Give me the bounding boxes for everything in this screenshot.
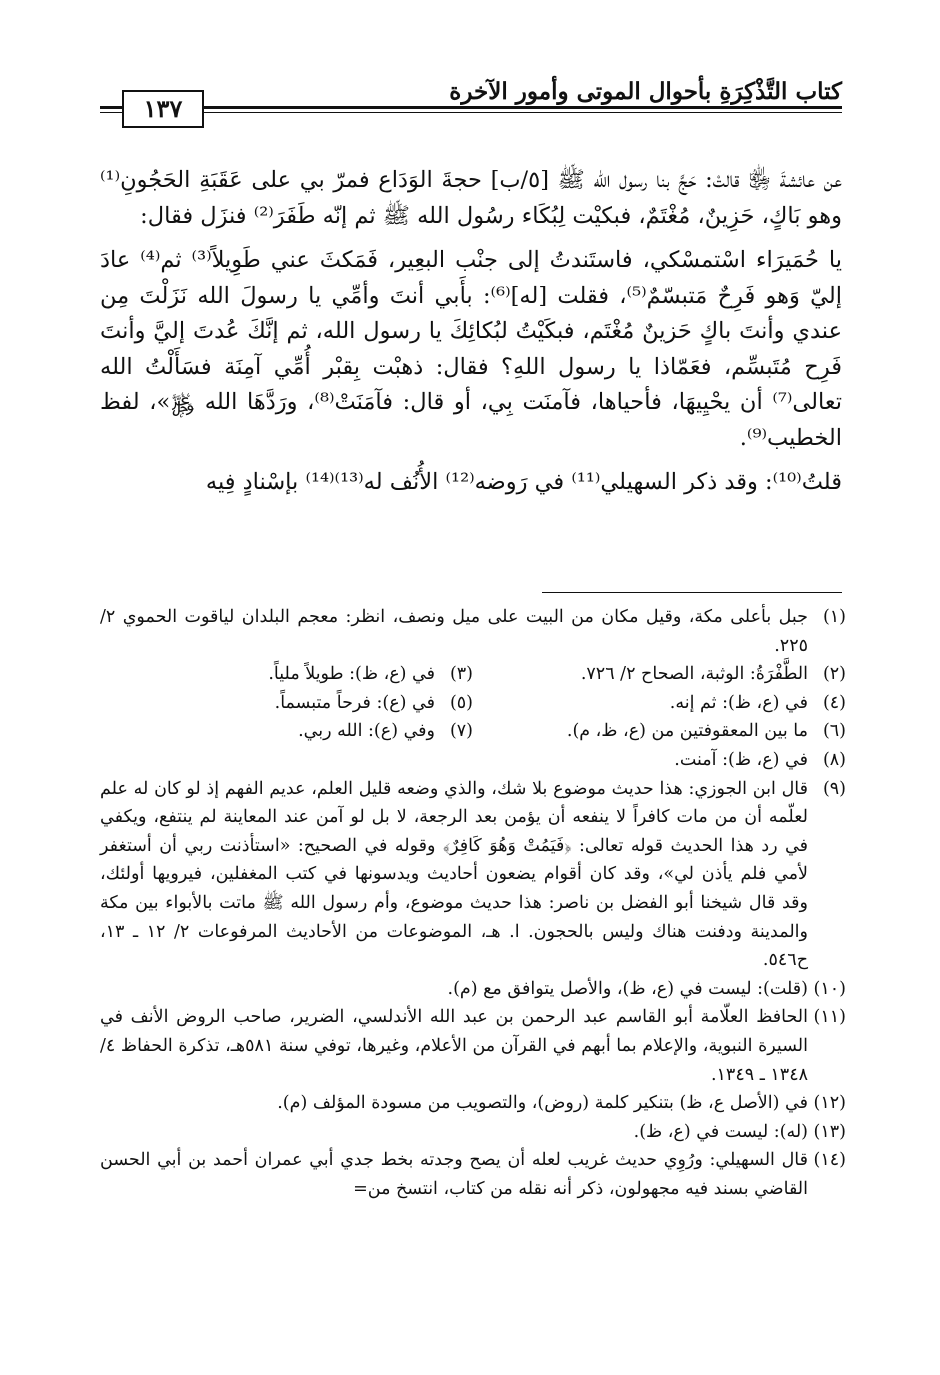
footnote-text: في (ع، ظ): طويلاً ملياً. bbox=[268, 664, 435, 685]
footnote bbox=[100, 603, 846, 660]
footnote-number: (١١) bbox=[813, 1007, 846, 1028]
footnote bbox=[100, 1146, 846, 1203]
footnote bbox=[100, 975, 846, 1004]
footnote-text: في (ع، ظ): آمنت. bbox=[674, 749, 808, 770]
footnote-text: في (ع): فرحاً متبسماً. bbox=[274, 692, 435, 713]
header-rule bbox=[200, 106, 842, 113]
footnote-text: في (ع، ظ): ثم إنه. bbox=[669, 692, 808, 713]
footnote bbox=[100, 775, 846, 975]
footnote-text: قال ابن الجوزي: هذا حديث موضوع بلا شك، والذي وضعه قليل العلم، عديم الفهم إذ لو كان له علم لعلّمه أن من مات كافراً لا ينفعه أن يؤمن بعد الرجعة، لا بل لو آمن عند المعاينة لم ينتفع، ويكفي في رد هذا الحديث قوله تعالى: ﴿فَيَمُتْ وَهُوَ كَافِرٌ﴾ وقوله في الصحيح: «استأذنت ربي أن أستغفر لأمي فلم يأذن لي»، وقد كان أقوام يضعون أحاديث ويدسونها في كتب المغفلين، فيرويها أولئك، وقد قال شيخنا أبو الفضل بن ناصر: هذا حديث موضوع، وأم رسول الله ﷺ ماتت بالأبواء بين مكة والمدينة ودفنت هناك وليس بالحجون. ا. هـ، الموضوعات من الأحاديث المرفوعات ٢/ ١٢ ـ ١٣، ح٥٤٦. bbox=[100, 778, 808, 971]
footnote-text: الطَّفْرَةُ: الوثبة، الصحاح ٢/ ٧٢٦. bbox=[580, 664, 808, 685]
footnote-text: في (الأصل ع، ظ) بتنكير كلمة (روض)، والتصويب من مسودة المؤلف (م). bbox=[277, 1093, 808, 1114]
paragraph-2: يا حُمَيرَاء اسْتمسْكي، فاستَندتُ إلى جنْب البعِير، فَمَكثَ عني طَوِيلاً⁽³⁾ ثم⁽⁴⁾ عادَ إليّ وَهو فَرِحٌ مَتبسّمٌ⁽⁵⁾، فقلت [له]⁽⁶⁾: بأَبي أنتَ وأمِّي يا رسولَ الله نَزَلْتَ مِن عندي وأنتَ باكٍ حَزينٌ مُغْتَم، فبكَيْتُ لبُكائِكَ يا رسول الله، ثم إنَّكَ عُدتَ إليَّ وأنتَ فَرِح مُتَبسِّم، فعَمّاذا يا رسول اللهِ؟ فقال: ذهبْت بِقبْر أُمِّي آمِنَة فسَأَلْتُ الله تعالى⁽⁷⁾ أن يحْيِيهَا، فأحياها، فآمنَت بِي، أو قال: فآمَنَتْ⁽⁸⁾، ورَدَّهَا الله ﷿»، لفظ الخطيب⁽⁹⁾. bbox=[100, 247, 843, 451]
paragraph-1: عن عائشةَ ﵂ قالتْ: حَجَّ بنا رسول الله ﷺ [٥/ب] حجةَ الوَدَاع فمرّ بي على عَقَبَةِ الحَجُونِ⁽¹⁾ وهو بَاكٍ، حَزِينٌ، مُغْتَمٌ، فبكيْت لِبُكَاء رسُول الله ﷺ ثم إنّه طَفَرَ⁽²⁾ فنزَل فقال: bbox=[100, 167, 842, 229]
footnote-pair bbox=[100, 660, 846, 689]
footnote bbox=[473, 689, 846, 718]
footnote bbox=[100, 1118, 846, 1147]
footnotes bbox=[100, 603, 846, 1203]
footnote-text: (قلت): ليست في (ع، ظ)، والأصل يتوافق مع (م). bbox=[447, 978, 808, 999]
footnote-number: (٩) bbox=[822, 778, 846, 799]
footnote-number: (٣) bbox=[449, 664, 473, 685]
footnote-number: (٤) bbox=[822, 692, 846, 713]
header-rule-left bbox=[100, 106, 124, 113]
page-number: ١٣٧ bbox=[122, 90, 204, 128]
footnote bbox=[100, 1003, 846, 1089]
footnote-text: ما بين المعقوفتين من (ع، ظ، م). bbox=[566, 721, 808, 742]
footnote-pair bbox=[100, 717, 846, 746]
footnote-text: قال السهيلي: ورُوِي حديث غريب لعله أن يصح وجدته بخط جدي أبي عمران أحمد بن أبي الحسن القاضي بسند فيه مجهولون، ذكر أنه نقله من كتاب، انتسخ من= bbox=[100, 1150, 808, 1199]
page-header bbox=[100, 78, 842, 123]
footnote bbox=[100, 660, 473, 689]
footnote-pair bbox=[100, 689, 846, 718]
footnote-number: (١٣) bbox=[813, 1121, 846, 1142]
paragraph-3: قلتُ⁽¹⁰⁾: وقد ذكر السهيلي⁽¹¹⁾ في رَوضه⁽¹²⁾ الأُنُف له⁽¹³⁾⁽¹⁴⁾ بإسْنادٍ فِيه bbox=[205, 469, 842, 495]
footnote-number: (١٢) bbox=[813, 1093, 846, 1114]
footnote-number: (٢) bbox=[822, 664, 846, 685]
footnote-text: وفي (ع): الله ربي. bbox=[298, 721, 435, 742]
footnote bbox=[100, 746, 846, 775]
main-text bbox=[100, 163, 842, 510]
footnote-separator bbox=[542, 592, 842, 593]
footnote-text: (له): ليست في (ع، ظ). bbox=[633, 1121, 808, 1142]
footnote bbox=[100, 717, 473, 746]
running-title: كتاب التَّذْكِرَةِ بأحوال الموتى وأمور الآخرة bbox=[449, 78, 842, 105]
footnote bbox=[100, 1089, 846, 1118]
footnote-number: (١٤) bbox=[813, 1150, 846, 1171]
footnote-number: (٧) bbox=[449, 721, 473, 742]
footnote bbox=[473, 717, 846, 746]
footnote-number: (٥) bbox=[449, 692, 473, 713]
footnote bbox=[473, 660, 846, 689]
footnote-number: (١٠) bbox=[813, 978, 846, 999]
footnote bbox=[100, 689, 473, 718]
footnote-number: (١) bbox=[822, 607, 846, 627]
footnote-number: (٨) bbox=[822, 749, 846, 770]
footnote-text: جبل بأعلى مكة، وقيل مكان من البيت على ميل ونصف، انظر: معجم البلدان لياقوت الحموي ٢/ ٢٢٥. bbox=[100, 607, 808, 656]
footnote-text: الحافظ العلّامة أبو القاسم عبد الرحمن بن عبد الله الأندلسي، الضرير، صاحب الروض الأنف في السيرة النبوية، والإعلام بما أبهم في القرآن من الأعلام، وغيرها، توفي سنة ٥٨١هـ، تذكرة الحفاظ ٤/ ١٣٤٨ ـ ١٣٤٩. bbox=[100, 1007, 808, 1085]
footnote-number: (٦) bbox=[822, 721, 846, 742]
